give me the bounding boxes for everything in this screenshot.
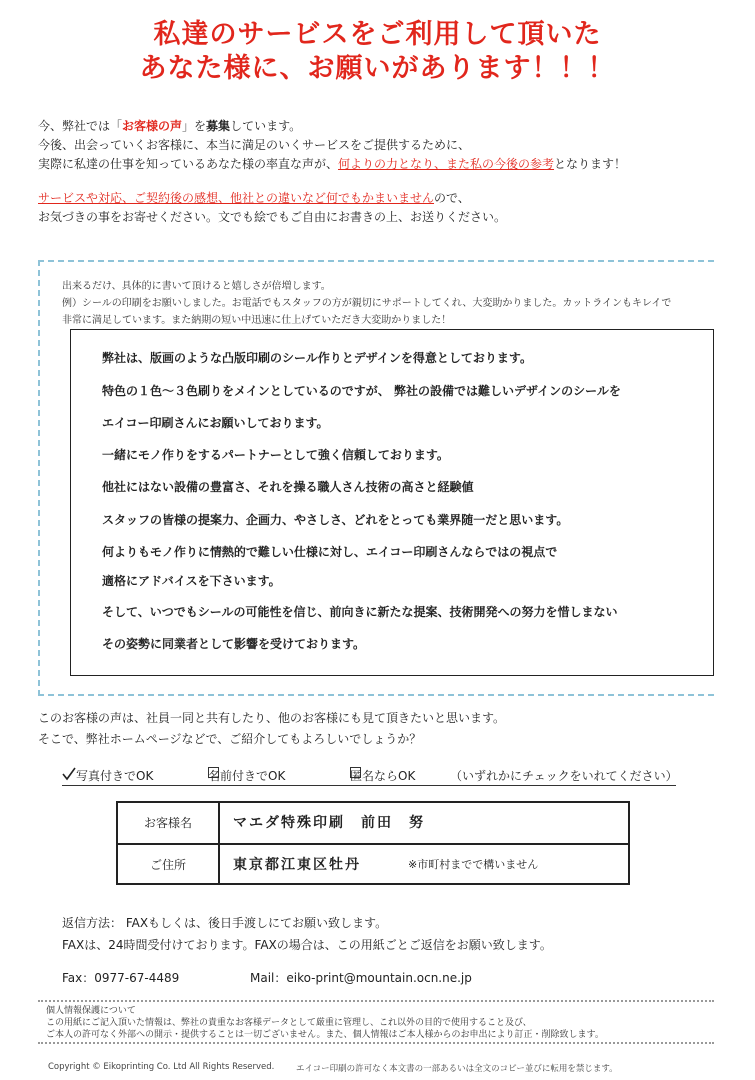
request-line1: このお客様の声は、社員一同と共有したり、他のお客様にも見て頂きたいと思います。 (38, 711, 506, 725)
voice-line: スタッフの皆様の提案力、企画力、やさしさ、どれをとっても業界随一だと思います。 (102, 513, 569, 527)
intro-text: しています。 (230, 119, 302, 133)
voice-line: その姿勢に同業者として影響を受けております。 (102, 637, 366, 651)
option-instruction: （いずれかにチェックをいれてください） (450, 769, 678, 783)
voice-line: 他社にはない設備の豊富さ、それを操る職人さん技術の高さと経験値 (102, 480, 474, 494)
intro-text: 」を (182, 119, 207, 133)
customer-address-note: ※市町村までで構いません (408, 858, 539, 871)
customer-name-label: お客様名 (118, 803, 220, 843)
customer-address-value[interactable]: 東京都江東区牡丹 (233, 857, 361, 873)
check-mark-icon (62, 767, 76, 781)
intro-line3 (38, 155, 626, 173)
permission-options (62, 767, 676, 786)
return-line2: FAXは、24時間受付けております。FAXの場合は、この用紙ごとご返信をお願い致します。 (62, 938, 552, 952)
intro-line2: 今後、出会っていくお客様に、本当に満足のいくサービスをご提供するために、 (38, 138, 471, 152)
intro-highlight-recruit: 募集 (206, 119, 231, 133)
privacy-line2: この用紙にご記入頂いた情報は、弊社の貴重なお客様データとして厳重に管理し、これ以外の目的で使用すること及び、 (46, 1018, 532, 1028)
voice-line: 弊社は、版画のような凸版印刷のシール作りとデザインを得意としております。 (102, 351, 532, 365)
intro-text: となります！ (554, 157, 627, 171)
customer-name-value[interactable]: マエダ特殊印刷 前田 努 (233, 815, 425, 831)
option-photo-label: 写真付きでOK (76, 769, 154, 783)
mail-address[interactable]: Mail：eiko-print@mountain.ocn.ne.jp (250, 971, 472, 985)
intro-line1 (38, 117, 301, 135)
page-title-line2: あなた様に、お願いがあります！！！ (139, 53, 616, 84)
hint-line1: 出来るだけ、具体的に書いて頂けると嬉しさが倍増します。 (62, 281, 331, 292)
intro-line5: お気づきの事をお寄せください。文でも絵でもご自由にお書きの上、お送りください。 (38, 210, 507, 224)
customer-name-row (118, 803, 628, 845)
footer-copyright: Copyright © Eikoprinting Co. Ltd All Rights Reserved. (48, 1062, 275, 1072)
customer-address-label: ご住所 (118, 845, 220, 885)
intro-highlight-reference: 何よりの力となり、また私の今後の参考 (338, 157, 555, 171)
customer-address-row (118, 845, 628, 885)
voice-line: 特色の１色～３色刷りをメインとしているのですが、 弊社の設備では難しいデザインのシールを (102, 384, 621, 398)
voice-line: エイコー印刷さんにお願いしております。 (102, 416, 329, 430)
footer-notice: エイコー印刷の許可なく本文書の一部あるいは全文のコピー並びに転用を禁じます。 (296, 1064, 618, 1074)
privacy-line3: ご本人の許可なく外部への開示・提供することは一切ございません。また、個人情報はご本人様からのお申出により訂正・削除致します。 (46, 1030, 604, 1040)
option-photo[interactable] (62, 767, 154, 783)
option-anonymous-label: 匿名ならOK (350, 769, 416, 783)
privacy-heading: 個人情報保護について (46, 1006, 136, 1016)
hint-line2: 例）シールの印刷をお願いしました。お電話でもスタッフの方が親切にサポートしてくれ、大変助かりました。カットラインもキレイで (62, 298, 672, 309)
voice-line: 一緒にモノ作りをするパートナーとして強く信頼しております。 (102, 448, 449, 462)
request-line2: そこで、弊社ホームページなどで、ご紹介してもよろしいでしょうか？ (38, 732, 422, 746)
intro-highlight-voice: お客様の声 (122, 119, 183, 133)
option-name-label: 名前付きでOK (208, 769, 286, 783)
intro-line4 (38, 189, 470, 207)
intro-text: 実際に私達の仕事を知っているあなた様の率直な声が、 (38, 157, 339, 171)
customer-info-table (116, 801, 630, 885)
intro-text: ので、 (434, 191, 470, 205)
fax-number: Fax：0977-67-4489 (62, 971, 180, 985)
intro-highlight-anything: サービスや対応、ご契約後の感想、他社との違いなど何でもかまいません (38, 191, 435, 205)
voice-line: 適格にアドバイスを下さいます。 (102, 574, 281, 588)
voice-line: 何よりもモノ作りに情熱的で難しい仕様に対し、エイコー印刷さんならではの視点で (102, 545, 558, 559)
hint-line3: 非常に満足しています。また納期の短い中迅速に仕上げていただき大変助かりました！ (62, 315, 452, 326)
voice-line: そして、いつでもシールの可能性を信じ、前向きに新たな提案、技術開発への努力を惜しまない (102, 605, 618, 619)
intro-text: 今、弊社では「 (38, 119, 123, 133)
return-line1: 返信方法： FAXもしくは、後日手渡しにてお願い致します。 (62, 916, 388, 930)
page-title-line1: 私達のサービスをご利用して頂いた (153, 19, 602, 50)
